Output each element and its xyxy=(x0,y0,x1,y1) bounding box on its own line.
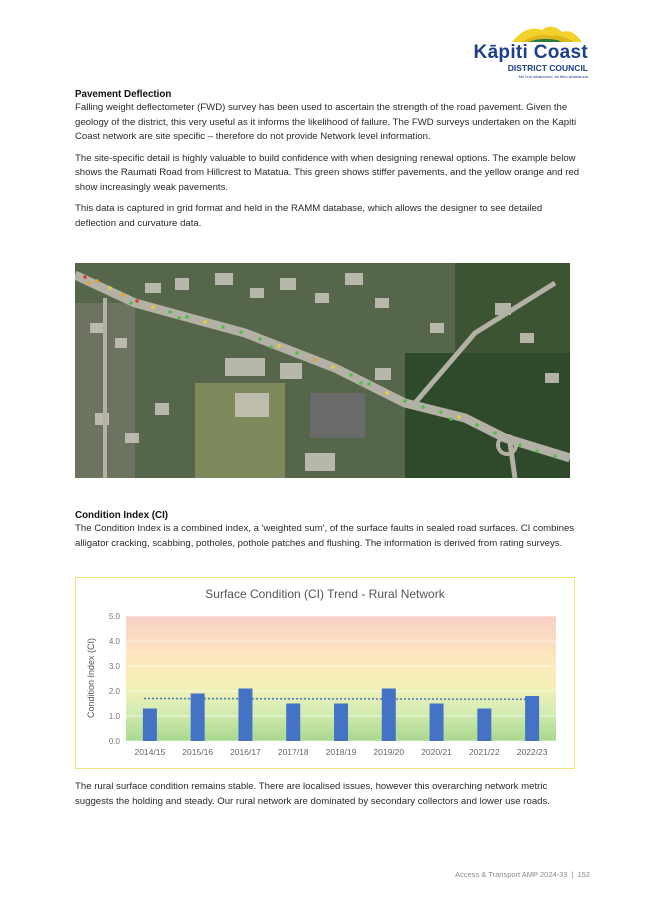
rural-summary-section xyxy=(75,780,585,809)
chart-x-tick-label: 2017/18 xyxy=(277,747,309,757)
page-number: 152 xyxy=(577,870,590,879)
footer-document-title: Access & Transport AMP 2024-33 xyxy=(455,870,568,879)
footer-separator: | xyxy=(571,870,574,879)
chart-x-tick-label: 2015/16 xyxy=(182,747,214,757)
chart-x-tick-label: 2019/20 xyxy=(373,747,405,757)
hills-icon xyxy=(482,22,592,44)
chart-bar xyxy=(238,689,252,742)
chart-x-tick-label: 2014/15 xyxy=(134,747,166,757)
chart-y-tick-label: 2.0 xyxy=(108,687,120,696)
pavement-heading: Pavement Deflection xyxy=(75,89,172,100)
ci-chart-svg xyxy=(76,578,574,768)
pavement-paragraph-1: Falling weight deflectometer (FWD) survey has been used to ascertain the strength of the road pavement. Given the geology of the district, this very useful as it informs the likelihood of failure. The FWD surveys undertaken on the Kapiti Coast network are site specific – therefore do not provide Network level information. xyxy=(75,102,577,142)
chart-y-tick-label: 1.0 xyxy=(108,712,120,721)
chart-y-tick-label: 3.0 xyxy=(108,662,120,671)
chart-x-tick-label: 2021/22 xyxy=(468,747,500,757)
chart-bar xyxy=(525,696,539,741)
chart-bar xyxy=(382,689,396,742)
chart-x-tick-label: 2018/19 xyxy=(325,747,357,757)
ci-paragraph-1: The Condition Index is a combined index, a 'weighted sum', of the surface faults in sealed road surfaces. CI combines alligator cracking, scabbing, potholes, pothole patches and flushing. The information is derived from rating surveys. xyxy=(75,523,575,549)
chart-title: Surface Condition (CI) Trend - Rural Network xyxy=(205,587,445,601)
logo-tagline: Me huri whakamuri, ka titiro whakamua xyxy=(518,74,588,79)
chart-y-tick-label: 0.0 xyxy=(108,737,120,746)
pavement-paragraph-2: The site-specific detail is highly valuable to build confidence with when designing renewal options. The example below shows the Raumati Road from Hillcrest to Matatua. This green shows stiffer pavements, and the yellow orange and red show increasingly weak pavements. xyxy=(75,152,580,193)
chart-bar xyxy=(286,704,300,742)
logo-name: Kāpiti Coast xyxy=(473,42,588,63)
page-footer xyxy=(455,870,590,879)
chart-x-tick-label: 2020/21 xyxy=(421,747,452,757)
chart-bar xyxy=(143,709,157,742)
chart-bar xyxy=(334,704,348,742)
pavement-paragraph-3: This data is captured in grid format and held in the RAMM database, which allows the designer to see detailed deflection and curvature data. xyxy=(75,203,543,229)
chart-bar xyxy=(191,694,205,742)
logo-subtitle: DISTRICT COUNCIL xyxy=(507,63,588,73)
ci-section xyxy=(75,509,585,551)
chart-x-tick-label: 2022/23 xyxy=(516,747,548,757)
council-logo xyxy=(470,22,620,82)
chart-y-tick-label: 5.0 xyxy=(108,612,120,621)
chart-bar xyxy=(430,704,444,742)
rural-summary-paragraph: The rural surface condition remains stable. There are localised issues, however this overarching network metric suggests the holding and steady. Our rural network are dominated by secondary collectors and lower use roads. xyxy=(75,781,550,807)
chart-y-axis-label: Condition Index (CI) xyxy=(86,637,96,719)
chart-bar xyxy=(477,709,491,742)
ci-heading: Condition Index (CI) xyxy=(75,510,169,521)
chart-y-tick-label: 4.0 xyxy=(108,637,120,646)
ci-trend-chart xyxy=(75,577,575,769)
pavement-section xyxy=(75,88,585,238)
chart-x-tick-label: 2016/17 xyxy=(230,747,261,757)
aerial-fwd-map-image xyxy=(75,263,570,478)
